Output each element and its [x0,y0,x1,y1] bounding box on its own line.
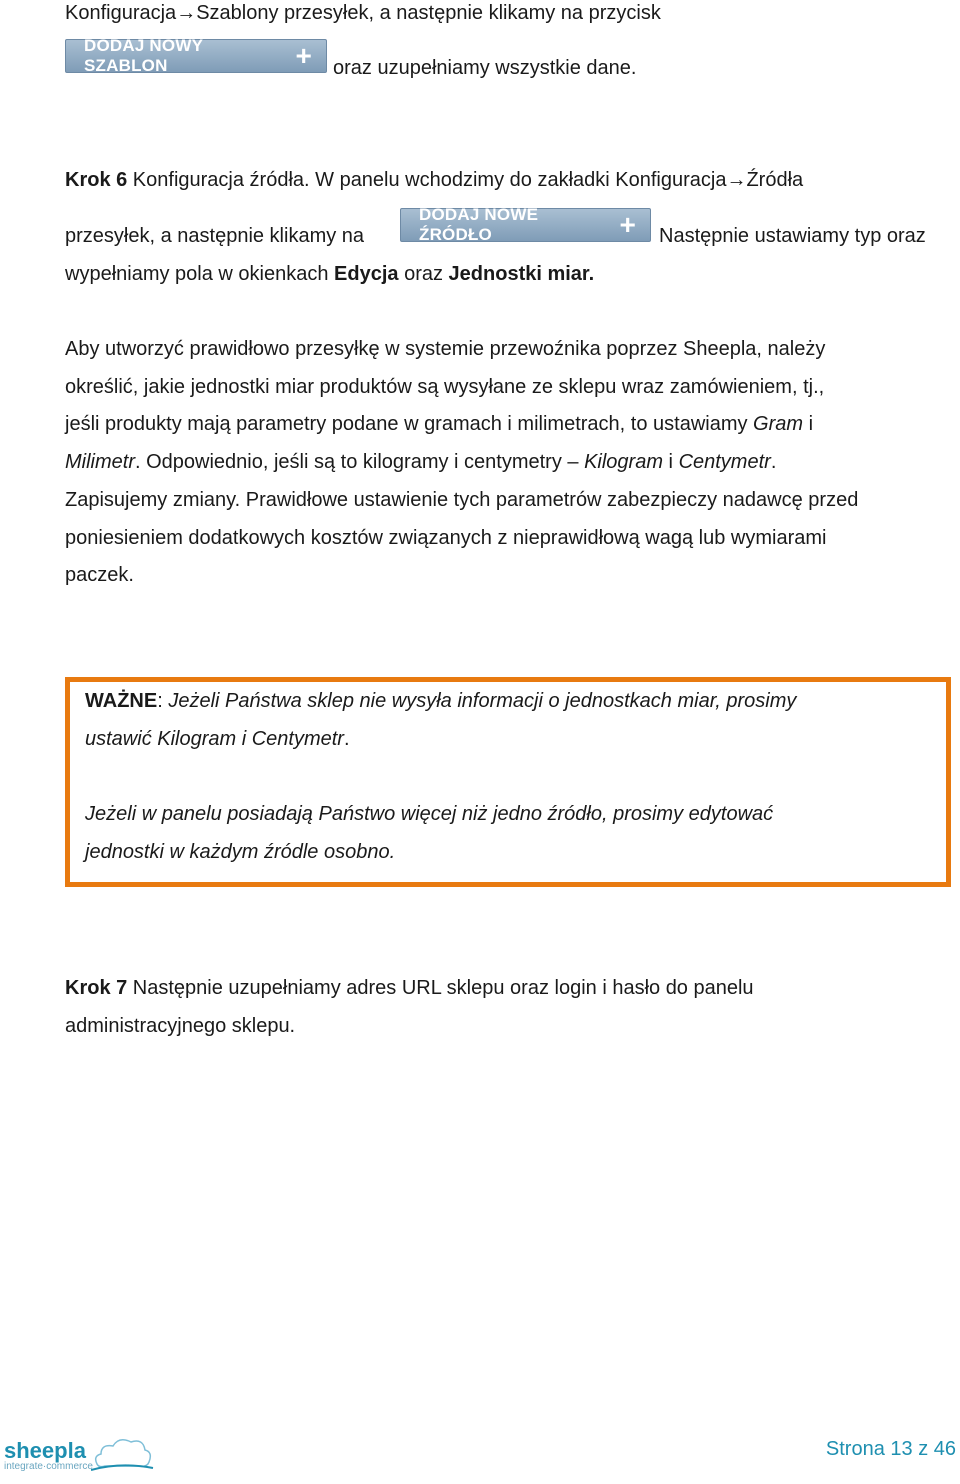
paragraph-text: i [663,451,679,473]
jednostki-miar-label: Jednostki miar. [448,263,595,285]
paragraph-line: Zapisujemy zmiany. Prawidłowe ustawienie tych parametrów zabezpieczy nadawcę przed [65,489,859,511]
notice-line: jednostki w każdym źródle osobno. [85,841,396,863]
sheepla-logo [4,1432,155,1472]
paragraph-line [65,412,813,436]
paragraph-line: paczek. [65,564,134,586]
unit-milimetr: Milimetr [65,451,135,473]
logo-subtitle: integrate·commerce [4,1461,93,1472]
paragraph-text: jeśli produkty mają parametry podane w gramach i milimetrach, to ustawiamy [65,413,754,435]
notice-text: ustawić Kilogram i Centymetr [85,728,344,750]
paragraph-line: poniesieniem dodatkowych kosztów związanych z nieprawidłową wagą lub wymiarami [65,527,827,549]
notice-text: . [343,728,350,750]
paragraph-line [65,450,776,474]
step6-text-b: Źródła [746,169,804,191]
step7-label: Krok 7 [65,977,128,999]
arrow-right-icon: → [176,2,197,24]
sheep-cloud-icon [91,1432,155,1472]
step7-line2: administracyjnego sklepu. [65,1015,296,1037]
add-source-button-label: DODAJ NOWE ŹRÓDŁO [419,205,539,244]
step6-line3-oraz: oraz [398,263,449,285]
notice-line: Jeżeli w panelu posiadają Państwo więcej niż jedno źródło, prosimy edytować [85,803,774,825]
step6-line2-a: przesyłek, a następnie klikamy na [65,225,365,247]
page-number: Strona 13 z 46 [825,1438,956,1460]
intro-text-a: Konfiguracja [65,2,177,24]
add-template-button[interactable] [65,36,327,75]
step6-line3 [65,262,594,286]
add-source-button[interactable] [400,205,651,244]
plus-icon: + [295,40,312,71]
step7-text: Następnie uzupełniamy adres URL sklepu oraz login i hasło do panelu [127,977,754,999]
arrow-right-icon: → [726,169,747,191]
notice-line [85,727,350,751]
paragraph-text: . [770,451,777,473]
unit-kilogram: Kilogram [584,451,663,473]
intro-line [65,1,661,25]
paragraph-line: Aby utworzyć prawidłowo przesyłkę w systemie przewoźnika poprzez Sheepla, należy [65,338,826,360]
logo-text: sheepla [4,1438,86,1463]
step6-line3-text: wypełniamy pola w okienkach [65,263,335,285]
paragraph-text: i [803,413,814,435]
unit-gram: Gram [753,413,804,435]
step6-line2-b: Następnie ustawiamy typ oraz [659,225,926,247]
step6-label: Krok 6 [65,169,128,191]
notice-line [85,689,796,713]
notice-text: Jeżeli Państwa sklep nie wysyła informacji o jednostkach miar, prosimy [168,690,797,712]
paragraph-text: . Odpowiednio, jeśli są to kilogramy i centymetry – [135,451,585,473]
notice-label: WAŻNE [85,690,158,712]
add-template-button-label: DODAJ NOWY SZABLON [84,36,203,75]
plus-icon: + [619,209,636,240]
intro-text-b: Szablony przesyłek, a następnie klikamy na przycisk [196,2,661,24]
unit-centymetr: Centymetr [678,451,771,473]
step6-text-a: Konfiguracja źródła. W panelu wchodzimy do zakładki Konfiguracja [127,169,727,191]
step7-line1 [65,976,754,1000]
paragraph-line: określić, jakie jednostki miar produktów są wysyłane ze sklepu wraz zamówieniem, tj., [65,376,825,398]
notice-colon: : [157,690,169,712]
after-button-text: oraz uzupełniamy wszystkie dane. [333,57,637,79]
edycja-label: Edycja [334,263,399,285]
step6-line1 [65,168,803,192]
